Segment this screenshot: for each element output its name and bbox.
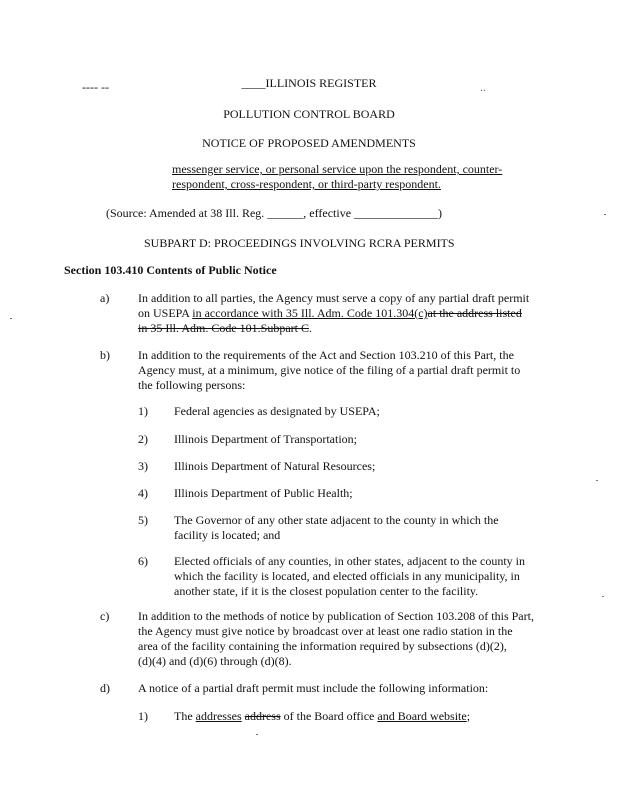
scan-speck	[256, 734, 258, 735]
item-d1-deletion: address	[244, 709, 281, 723]
item-b1-text: Federal agencies as designated by USEPA;	[174, 404, 380, 418]
item-a-plain: on USEPA	[138, 306, 193, 320]
item-b1-label: 1)	[138, 404, 148, 418]
source-middle: , effective	[303, 206, 355, 220]
carryover-line-1: messenger service, or personal service upon the respondent, counter-	[172, 162, 503, 176]
item-a-period: .	[309, 321, 312, 335]
header-right-marks: ..	[480, 80, 486, 94]
item-b5-label: 5)	[138, 513, 148, 527]
source-blank-2: ______________	[354, 206, 439, 220]
item-b4-text: Illinois Department of Public Health;	[174, 486, 353, 500]
item-c-label: c)	[100, 609, 110, 623]
item-a-deletion: at the address listed	[427, 306, 522, 320]
item-d1-end: ;	[466, 709, 471, 723]
item-a-line-2	[138, 306, 522, 321]
item-b3-text: Illinois Department of Natural Resources;	[174, 459, 376, 473]
item-a-insertion: in accordance with 35 Ill. Adm. Code 101.304(c)	[192, 306, 428, 320]
scan-speck	[604, 214, 606, 215]
source-blank-1: ______	[267, 206, 304, 220]
register-name: ILLINOIS REGISTER	[265, 76, 377, 90]
item-d1-prefix: The	[174, 709, 196, 723]
item-d1-label: 1)	[138, 709, 148, 723]
source-note	[106, 206, 442, 221]
item-c-line-1: In addition to the methods of notice by publication of Section 103.208 of this Part,	[138, 609, 534, 623]
notice-title: NOTICE OF PROPOSED AMENDMENTS	[202, 136, 416, 150]
header-left-marks: ---- --	[82, 80, 109, 94]
item-b3-label: 3)	[138, 459, 148, 473]
item-a-line-3	[138, 321, 312, 336]
scan-speck	[10, 318, 12, 319]
section-title: Section 103.410 Contents of Public Notice	[64, 263, 277, 277]
item-b5-line-1: The Governor of any other state adjacent to the county in which the	[174, 513, 499, 527]
item-b6-line-1: Elected officials of any counties, in other states, adjacent to the county in	[174, 554, 525, 568]
item-d-line-1: A notice of a partial draft permit must include the following information:	[138, 681, 489, 695]
item-b-line-1: In addition to the requirements of the Act and Section 103.210 of this Part, the	[138, 348, 514, 362]
item-d-label: d)	[100, 681, 110, 695]
item-b6-line-2: which the facility is located, and elected officials in any municipality, in	[174, 569, 520, 583]
item-c-line-2: the Agency must give notice by broadcast over at least one radio station in the	[138, 624, 513, 638]
item-b5-line-2: facility is located; and	[174, 528, 281, 542]
source-suffix: )	[438, 206, 443, 220]
item-b-line-2: Agency must, at a minimum, give notice of the filing of a partial draft permit to	[138, 363, 521, 377]
item-a-deletion-2: in 35 Ill. Adm. Code 101.Subpart C	[138, 321, 309, 335]
carryover-line-2: respondent, cross-respondent, or third-party respondent.	[172, 177, 441, 191]
item-d1-middle: of the Board office	[280, 709, 378, 723]
item-b2-text: Illinois Department of Transportation;	[174, 432, 357, 446]
subpart-heading: SUBPART D: PROCEEDINGS INVOLVING RCRA PERMITS	[144, 236, 455, 250]
item-d1-insertion-2: and Board website	[377, 709, 467, 723]
scan-speck	[602, 596, 604, 597]
item-b-line-3: the following persons:	[138, 378, 246, 392]
register-prefix: ____	[241, 76, 266, 90]
item-b-label: b)	[100, 348, 110, 362]
item-c-line-4: (d)(4) and (d)(6) through (d)(8).	[138, 654, 292, 668]
item-a-line-1: In addition to all parties, the Agency must serve a copy of any partial draft permit	[138, 291, 530, 305]
item-a-label: a)	[100, 291, 110, 305]
item-b6-line-3: another state, if it is the closest population center to the facility.	[174, 584, 479, 598]
board-title: POLLUTION CONTROL BOARD	[223, 107, 395, 121]
source-prefix: (Source: Amended at 38 Ill. Reg.	[106, 206, 268, 220]
item-b4-label: 4)	[138, 486, 148, 500]
item-b2-label: 2)	[138, 432, 148, 446]
item-d1-text	[174, 709, 470, 724]
item-c-line-3: area of the facility containing the information required by subsections (d)(2),	[138, 639, 507, 653]
scan-speck	[596, 480, 598, 481]
item-b6-label: 6)	[138, 554, 148, 568]
item-d1-insertion-1: addresses	[195, 709, 242, 723]
register-title	[0, 76, 618, 91]
